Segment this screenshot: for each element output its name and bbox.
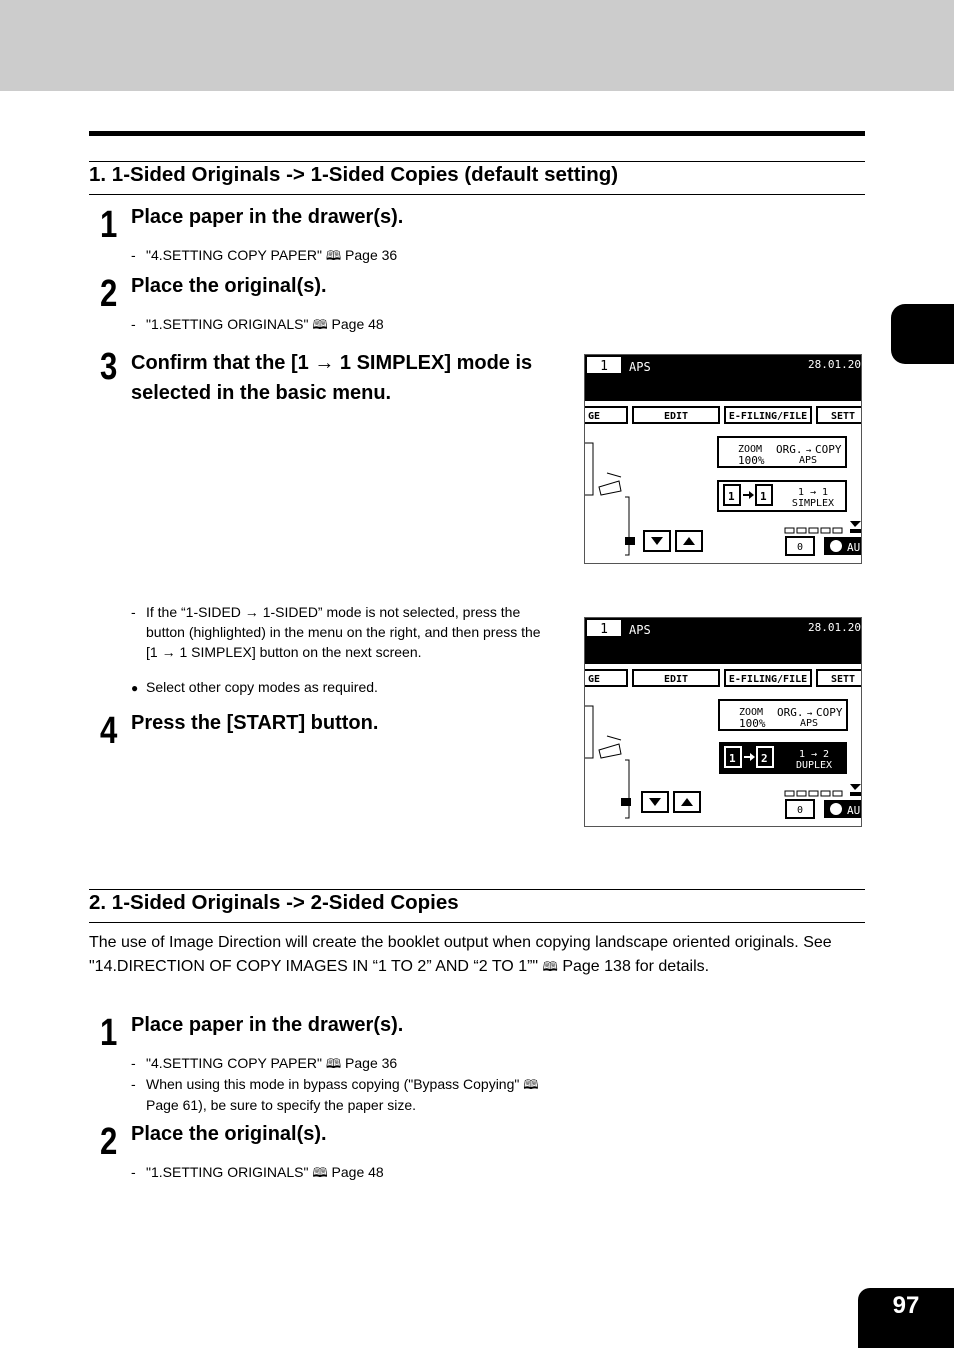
step-title: Place paper in the drawer(s). [131, 206, 404, 228]
chapter-tab [891, 304, 954, 364]
copier-screen-simplex [584, 354, 862, 564]
zoom-value: 100% [739, 717, 766, 730]
copier-screen-duplex [584, 617, 862, 827]
bypass-note: - When using this mode in bypass copying ("Bypass Copying" 🕮 Page 61), be sure to specify the paper size. [131, 1076, 539, 1113]
svg-text:1: 1 [729, 752, 736, 765]
aps-label: APS [629, 623, 651, 637]
svg-text:0: 0 [797, 542, 804, 553]
aps-label: APS [629, 360, 651, 374]
page-number: 97 [892, 1292, 920, 1319]
book-icon: 🕮 [312, 317, 328, 332]
tab-edit: EDIT [663, 674, 689, 685]
reference-note: - "4.SETTING COPY PAPER" 🕮 Page 36 [131, 1055, 398, 1071]
book-icon: 🕮 [523, 1077, 539, 1092]
tab-settings: SETT [831, 411, 856, 422]
date: 28.01.20 [808, 621, 861, 634]
section1-title: 1. 1-Sided Originals -> 1-Sided Copies (default setting) [89, 163, 619, 186]
header-band [0, 0, 954, 91]
step-title: Press the [START] button. [131, 712, 379, 734]
reference-note: - "1.SETTING ORIGINALS" 🕮 Page 48 [131, 1164, 384, 1180]
mode-note: - If the “1-SIDED → 1-SIDED” mode is not selected, press the button (highlighted) in the menu on the right, and then press the [1 → 1 SIMPLEX] button on the next screen. [131, 604, 541, 660]
tab-edit: EDIT [663, 411, 689, 422]
svg-text:→: → [806, 446, 812, 456]
section2-rule-top [89, 889, 865, 890]
bullet-note: ● Select other copy modes as required. [131, 679, 378, 695]
section1-rule-top [89, 161, 865, 162]
step-number: 3 [100, 346, 118, 388]
auto-label: AU [847, 804, 861, 817]
counter: 1 [600, 359, 608, 374]
step-number: 2 [100, 273, 118, 315]
svg-text:→: → [807, 709, 813, 719]
step-title: Place paper in the drawer(s). [131, 1014, 404, 1036]
step-title: Place the original(s). [131, 275, 327, 297]
section2-rule-bottom [89, 922, 865, 923]
zoom-label: ZOOM [739, 707, 764, 718]
svg-text:0: 0 [797, 805, 804, 816]
book-icon: 🕮 [542, 959, 558, 974]
svg-text:1: 1 [728, 490, 735, 503]
book-icon: 🕮 [312, 1165, 328, 1180]
zoom-label: ZOOM [738, 444, 763, 455]
copy-label: COPY [816, 706, 843, 719]
book-icon: 🕮 [325, 248, 342, 263]
step-number: 4 [100, 710, 118, 752]
step-number: 1 [100, 1012, 118, 1054]
step-number: 1 [100, 204, 118, 246]
top-rule [89, 131, 865, 136]
mode-line2: DUPLEX [795, 760, 833, 771]
date: 28.01.20 [808, 358, 861, 371]
section1-rule-bottom [89, 194, 865, 195]
aps-mode: APS [799, 455, 818, 466]
svg-text:2: 2 [761, 752, 768, 765]
zoom-value: 100% [738, 454, 765, 467]
tab-efiling: E-FILING/FILE [728, 411, 808, 422]
copy-label: COPY [815, 443, 842, 456]
aps-mode: APS [800, 718, 819, 729]
step-title: Place the original(s). [131, 1123, 327, 1145]
tab-settings: SETT [831, 674, 856, 685]
counter: 1 [600, 622, 608, 637]
org-label: ORG. [776, 443, 803, 456]
mode-line1: 1 → 1 [797, 487, 829, 498]
svg-text:1: 1 [760, 490, 767, 503]
reference-note: - "4.SETTING COPY PAPER" 🕮 Page 36 [131, 247, 398, 263]
mode-line2: SIMPLEX [791, 498, 835, 509]
section2-intro: The use of Image Direction will create the booklet output when copying landscape oriented originals. See "14.DIRECTION OF COPY IMAGES IN “1 TO 2” AND “2 TO 1”" 🕮 Page 138 for details. [89, 934, 832, 975]
book-icon: 🕮 [325, 1056, 342, 1071]
step-title: Confirm that the [1 → 1 SIMPLEX] mode is selected in the basic menu. [131, 352, 533, 404]
section2-title: 2. 1-Sided Originals -> 2-Sided Copies [89, 891, 459, 914]
reference-note: - "1.SETTING ORIGINALS" 🕮 Page 48 [131, 316, 384, 332]
auto-label: AU [847, 541, 861, 554]
tab-efiling: E-FILING/FILE [728, 674, 808, 685]
mode-line1: 1 → 2 [798, 749, 830, 760]
org-label: ORG. [777, 706, 804, 719]
tab-image: GE [588, 674, 601, 685]
tab-image: GE [588, 411, 601, 422]
step-number: 2 [100, 1121, 118, 1163]
